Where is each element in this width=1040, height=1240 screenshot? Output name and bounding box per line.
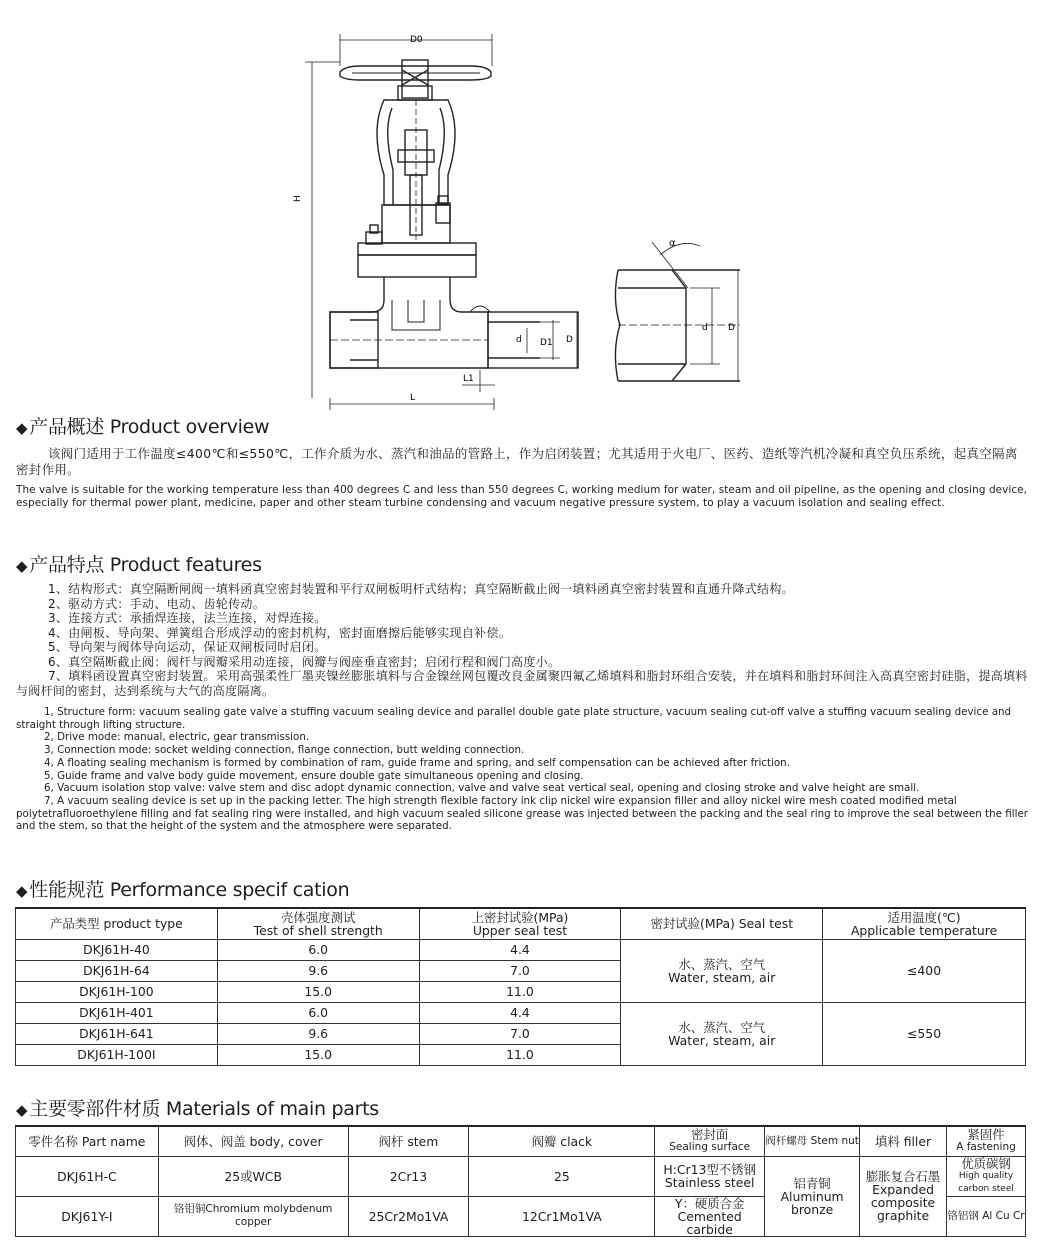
feature-en-item: 4, A floating sealing mechanism is formed by combination of ram, guide frame and spring, and self compensation can be achieved after friction. [44, 756, 790, 769]
h-label: H [293, 195, 303, 202]
l1-label: L1 [463, 374, 474, 384]
d-label: d [516, 335, 522, 345]
cell-part: DKJ61Y-I [16, 1196, 159, 1236]
header-fastening: 紧固件 A fastening [947, 1126, 1026, 1156]
diamond-icon: ◆ [16, 882, 28, 900]
feature-en-item: 2, Drive mode: manual, electric, gear transmission. [44, 731, 310, 744]
cell-clack: 25 [469, 1156, 655, 1196]
cell-fastening: 铬铝钢 Al Cu Cr [947, 1196, 1026, 1236]
cell-stem: 2Cr13 [348, 1156, 469, 1196]
cell-sealing: H:Cr13型不锈钢 Stainless steel [655, 1156, 765, 1196]
cell-upper: 11.0 [419, 1044, 621, 1065]
feature-en-item: 7, A vacuum sealing device is set up in the packing letter. The high strength flexible factory ink clip nickel wire expansion filler and alloy nickel wire mesh coated modified metal polytetrafluoroethylene filling and fat sealing ring were installed, and high vacuum sealed silicone grease was injected between the packing and the seal ring to improve the seal between the filler and the stem, so that the height of the system and the atmosphere were separated. [16, 794, 1029, 833]
performance-table [15, 907, 1026, 1066]
cell-seal-medium: 水、蒸汽、空气 Water, steam, air [621, 939, 823, 1002]
materials-table [15, 1125, 1026, 1237]
cell-type: DKJ61H-64 [16, 960, 218, 981]
cell-seal-medium: 水、蒸汽、空气 Water, steam, air [621, 1002, 823, 1065]
l-label: L [410, 393, 416, 403]
d0-label: D0 [410, 35, 423, 45]
cell-upper: 7.0 [419, 1023, 621, 1044]
header-part-name: 零件名称 Part name [16, 1126, 159, 1156]
diamond-icon: ◆ [16, 557, 28, 575]
diamond-icon: ◆ [16, 1101, 28, 1119]
header-sealing-surface: 密封面 Sealing surface [655, 1126, 765, 1156]
cell-filler: 膨胀复合石墨 Expanded composite graphite [860, 1156, 947, 1236]
feature-cn-item: 7、填料函设置真空密封装置。采用高强柔性厂墨夹镍丝膨胀填料与合金镍丝网包覆改良金属聚四氟乙烯填料和脂封环组合安装，并在填料和脂封环间注入高真空密封硅脂，提高填料与阀杆间的密封，达到系统与大气的高度隔离。 [16, 669, 1028, 698]
header-upper-seal: 上密封试验(MPa) Upper seal test [419, 908, 621, 939]
header-stem-nut: 阀杆螺母 Stem nut [765, 1126, 860, 1156]
cell-body: 铬钼铜Chromium molybdenum copper [158, 1196, 348, 1236]
cell-part: DKJ61H-C [16, 1156, 159, 1196]
cell-sealing: Y：硬质合金 Cemented carbide [655, 1196, 765, 1236]
feature-en-item: 5, Guide frame and valve body guide movement, ensure double gate simultaneous opening and closing. [44, 769, 584, 782]
header-seal-test: 密封试验(MPa) Seal test [621, 908, 823, 939]
cell-body: 25或WCB [158, 1156, 348, 1196]
header-clack: 阀瓣 clack [469, 1126, 655, 1156]
feature-cn-item: 4、由闸板、导向架、弹簧组合形成浮动的密封机构，密封面磨擦后能够实现自补偿。 [48, 625, 512, 640]
d-right-label: d [702, 323, 708, 333]
header-filler: 填料 filler [860, 1126, 947, 1156]
feature-cn-item: 3、连接方式：承插焊连接，法兰连接，对焊连接。 [48, 611, 327, 625]
header-product-type: 产品类型 product type [16, 908, 218, 939]
cell-stem-nut: 铝青铜 Aluminum bronze [765, 1156, 860, 1236]
cell-shell: 6.0 [217, 1002, 419, 1023]
cell-temperature: ≤400 [823, 939, 1026, 1002]
alpha-label: α [669, 238, 676, 249]
header-body-cover: 阀体、阀盖 body, cover [158, 1126, 348, 1156]
overview-text-cn: 该阀门适用于工作温度≤400℃和≤550℃，工作介质为水、蒸汽和油品的管路上，作为启闭装置；尤其适用于火电厂、医药、造纸等汽机冷凝和真空负压系统，起真空隔离密封作用。 [16, 446, 1018, 477]
cell-type: DKJ61H-100I [16, 1044, 218, 1065]
cell-upper: 4.4 [419, 939, 621, 960]
big-d-right-label: D [728, 323, 735, 333]
cell-shell: 15.0 [217, 981, 419, 1002]
materials-title: ◆ 主要零部件材质 Materials of main parts [16, 1098, 379, 1120]
cell-shell: 9.6 [217, 1023, 419, 1044]
table-header-row [16, 1126, 1026, 1156]
cell-stem: 25Cr2Mo1VA [348, 1196, 469, 1236]
cell-upper: 11.0 [419, 981, 621, 1002]
table-row [16, 1156, 1026, 1196]
cell-type: DKJ61H-401 [16, 1002, 218, 1023]
valve-drawing [290, 25, 890, 445]
overview-title: ◆ 产品概述 Product overview [16, 416, 270, 438]
overview-text-en: The valve is suitable for the working temperature less than 400 degrees C and less than 550 degrees C, working medium for water, steam and oil pipeline, as the opening and closing device, especially for thermal power plant, medicine, paper and other steam turbine condensing and vacuum negative pressure system, to play a vacuum isolation and sealing effect. [16, 484, 1028, 509]
d1-label: D1 [540, 338, 553, 348]
cell-clack: 12Cr1Mo1VA [469, 1196, 655, 1236]
feature-cn-item: 2、驱动方式：手动、电动、齿轮传动。 [48, 596, 266, 611]
feature-cn-item: 1、结构形式：真空隔断闸阀一填料函真空密封装置和平行双闸板明杆式结构；真空隔断截止阀一填料函真空密封装置和直通升降式结构。 [48, 582, 794, 596]
features-title: ◆ 产品特点 Product features [16, 554, 262, 576]
header-shell-strength: 壳体强度测试 Test of shell strength [217, 908, 419, 939]
cell-fastening: 优质碳钢 High quality carbon steel [947, 1156, 1026, 1196]
features-list-cn [16, 582, 1028, 698]
diamond-icon: ◆ [16, 419, 28, 437]
cell-shell: 6.0 [217, 939, 419, 960]
feature-cn-item: 5、导向架与阀体导向运动，保证双闸板同时启闭。 [48, 640, 327, 654]
table-row [16, 1002, 1026, 1023]
cell-temperature: ≤550 [823, 1002, 1026, 1065]
cell-type: DKJ61H-40 [16, 939, 218, 960]
performance-title: ◆ 性能规范 Performance specif cation [16, 879, 350, 901]
feature-cn-item: 6、真空隔断截止阀：阀杆与阀瓣采用动连接，阀瓣与阀座垂直密封；启闭行程和阀门高度小。 [48, 654, 561, 669]
cell-shell: 15.0 [217, 1044, 419, 1065]
cell-upper: 4.4 [419, 1002, 621, 1023]
big-d-label: D [566, 335, 573, 345]
table-header-row [16, 908, 1026, 939]
features-list-en [16, 706, 1028, 833]
feature-en-item: 1, Structure form: vacuum sealing gate valve a stuffing vacuum sealing device and parallel double gate plate structure, vacuum sealing cut-off valve a stuffing vacuum sealing device and straight through lifting structure. [16, 706, 1012, 731]
feature-en-item: 3, Connection mode: socket welding connection, flange connection, butt welding connection. [44, 744, 525, 757]
cell-type: DKJ61H-641 [16, 1023, 218, 1044]
cell-upper: 7.0 [419, 960, 621, 981]
header-stem: 阀杆 stem [348, 1126, 469, 1156]
cell-type: DKJ61H-100 [16, 981, 218, 1002]
feature-en-item: 6, Vacuum isolation stop valve: valve stem and disc adopt dynamic connection, valve and valve seat vertical seal, opening and closing stroke and valve height are small. [44, 782, 920, 795]
cell-shell: 9.6 [217, 960, 419, 981]
header-temperature: 适用温度(℃) Applicable temperature [823, 908, 1026, 939]
table-row [16, 939, 1026, 960]
